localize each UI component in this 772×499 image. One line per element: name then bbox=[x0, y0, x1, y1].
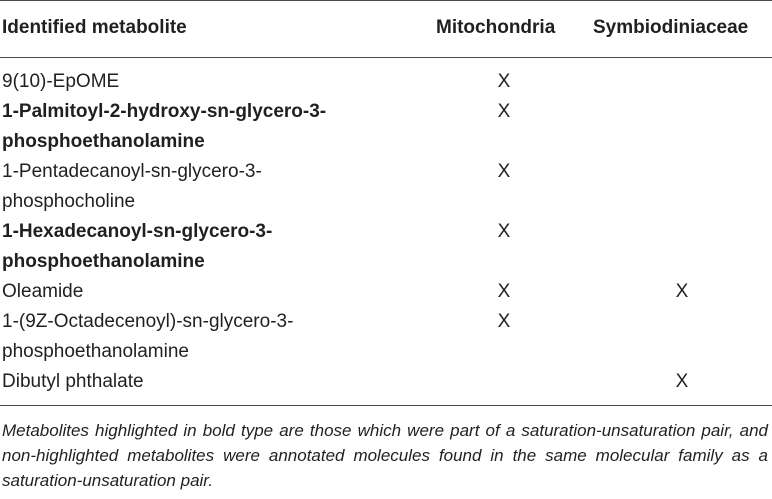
mitochondria-mark: X bbox=[497, 71, 511, 92]
metabolite-name-line: 1-Hexadecanoyl-sn-glycero-3- bbox=[2, 221, 273, 242]
metabolite-name-line: 1-Palmitoyl-2-hydroxy-sn-glycero-3- bbox=[2, 101, 327, 122]
mitochondria-mark: X bbox=[497, 221, 511, 242]
header-symbiodiniaceae: Symbiodiniaceae bbox=[593, 17, 749, 38]
metabolite-name bbox=[2, 157, 422, 217]
table-row bbox=[0, 367, 772, 397]
metabolite-name-line: Dibutyl phthalate bbox=[2, 371, 144, 392]
metabolite-name bbox=[2, 307, 422, 367]
metabolite-name bbox=[2, 367, 422, 397]
metabolite-name-line: 9(10)-EpOME bbox=[2, 71, 120, 92]
table-header-rule bbox=[0, 57, 772, 58]
mitochondria-mark: X bbox=[497, 161, 511, 182]
mitochondria-mark: X bbox=[497, 101, 511, 122]
metabolite-name bbox=[2, 97, 422, 157]
metabolite-name bbox=[2, 67, 422, 97]
table-row bbox=[0, 157, 772, 217]
metabolite-name bbox=[2, 217, 422, 277]
table-row bbox=[0, 217, 772, 277]
symbiodiniaceae-mark: X bbox=[675, 371, 689, 392]
metabolite-name-line: phosphoethanolamine bbox=[2, 131, 205, 152]
table-row bbox=[0, 97, 772, 157]
metabolite-name-line: Oleamide bbox=[2, 281, 84, 302]
mitochondria-mark: X bbox=[497, 281, 511, 302]
metabolite-name-line: phosphocholine bbox=[2, 191, 136, 212]
table-row bbox=[0, 277, 772, 307]
table-row bbox=[0, 307, 772, 367]
metabolite-name-line: phosphoethanolamine bbox=[2, 341, 189, 362]
table-bottom-rule bbox=[0, 405, 772, 406]
table-row bbox=[0, 67, 772, 97]
mitochondria-mark: X bbox=[497, 311, 511, 332]
metabolite-name-line: phosphoethanolamine bbox=[2, 251, 205, 272]
metabolite-name-line: 1-(9Z-Octadecenoyl)-sn-glycero-3- bbox=[2, 311, 294, 332]
metabolite-name-line: 1-Pentadecanoyl-sn-glycero-3- bbox=[2, 161, 262, 182]
symbiodiniaceae-mark: X bbox=[675, 281, 689, 302]
table-top-rule bbox=[0, 0, 772, 1]
metabolite-name bbox=[2, 277, 422, 307]
table-footnote: Metabolites highlighted in bold type are those which were part of a saturation-unsaturation pair, and non-highlighted metabolites were annotated molecules found in the same molecular family as a saturation-unsaturation pair. bbox=[2, 421, 768, 490]
header-metabolite: Identified metabolite bbox=[2, 17, 187, 38]
header-mitochondria: Mitochondria bbox=[436, 17, 556, 38]
table-header bbox=[0, 13, 772, 47]
